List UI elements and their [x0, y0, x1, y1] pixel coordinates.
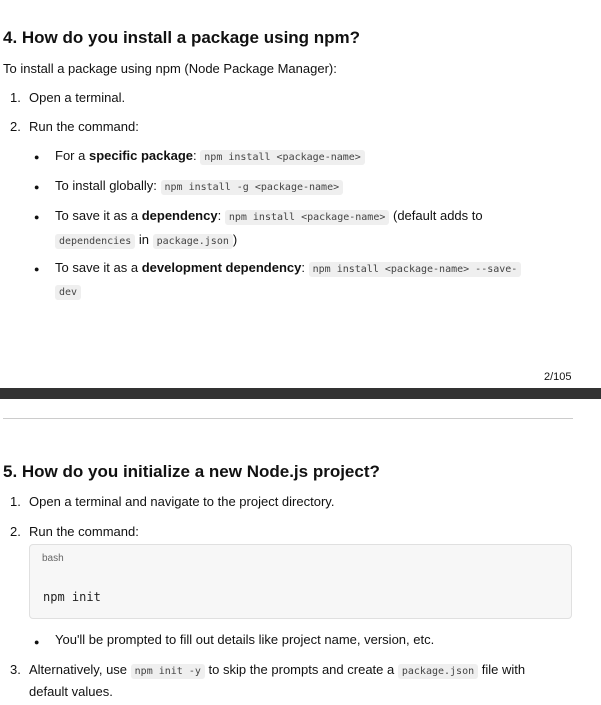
- inline-code: npm install <package-name>: [225, 210, 390, 225]
- step-number: 3.: [10, 662, 21, 677]
- horizontal-rule: [3, 418, 573, 419]
- inline-code: package.json: [153, 234, 233, 249]
- code-command: npm init: [43, 590, 101, 604]
- inline-code: npm install -g <package-name>: [161, 180, 344, 195]
- step-text: Open a terminal and navigate to the project directory.: [29, 494, 335, 509]
- bullet-icon: ●: [34, 182, 40, 192]
- step-text: Open a terminal.: [29, 90, 126, 105]
- step-number: 2.: [10, 524, 21, 539]
- inline-code: npm init -y: [131, 664, 205, 679]
- code-block: [29, 544, 572, 619]
- page-number: 2/105: [544, 371, 572, 383]
- inline-code: dev: [55, 285, 81, 300]
- step-text: Alternatively, use npm init -y to skip the prompts and create a package.json file with: [29, 662, 526, 677]
- step-number: 1.: [10, 90, 21, 105]
- bullet-item-continuation: dependencies in package.json ): [55, 231, 237, 251]
- bullet-item: You'll be prompted to fill out details like project name, version, etc.: [55, 632, 435, 647]
- inline-code: dependencies: [55, 234, 135, 249]
- code-language-label: bash: [42, 553, 64, 564]
- bullet-item: For a specific package: npm install <package-name>: [55, 147, 365, 167]
- step-text: Run the command:: [29, 524, 139, 539]
- inline-code: npm install <package-name>: [200, 150, 365, 165]
- section-4-heading: 4. How do you install a package using npm?: [3, 28, 361, 47]
- bullet-item-continuation: [55, 282, 81, 302]
- bullet-item: To save it as a development dependency: npm install <package-name> --save-: [55, 259, 521, 279]
- step-number: 2.: [10, 119, 21, 134]
- page-break-bar: [0, 388, 601, 399]
- bullet-icon: ●: [34, 152, 40, 162]
- section-5-heading: 5. How do you initialize a new Node.js project?: [3, 462, 380, 481]
- step-text: Run the command:: [29, 119, 139, 134]
- section-4-intro: To install a package using npm (Node Package Manager):: [3, 61, 337, 76]
- bullet-icon: ●: [34, 212, 40, 222]
- bullet-icon: ●: [34, 637, 40, 647]
- bullet-icon: ●: [34, 264, 40, 274]
- step-number: 1.: [10, 494, 21, 509]
- step-text-continuation: default values.: [29, 684, 113, 699]
- bullet-item: To save it as a dependency: npm install <package-name> (default adds to: [55, 208, 483, 223]
- bullet-item: To install globally: npm install -g <package-name>: [55, 177, 343, 197]
- inline-code: package.json: [398, 664, 478, 679]
- inline-code: npm install <package-name> --save-: [309, 262, 522, 277]
